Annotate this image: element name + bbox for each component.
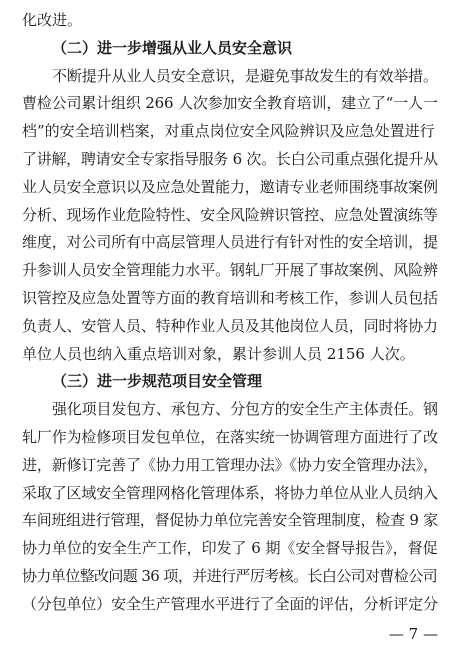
paragraph-line: 单位人员也纳入重点培训对象，累计参训人员 2156 人次。 [22, 344, 415, 363]
paragraph-line: 曹检公司累计组织 266 人次参加安全教育培训，建立了“一人一 [22, 94, 438, 113]
paragraph-line: 化改进。 [22, 11, 83, 29]
paragraph-line: 识管控及应急处置等方面的教育培训和考核工作，参训人员包括 [22, 289, 438, 307]
page-number: — 7 — [388, 625, 438, 643]
section-heading-3: （三）进一步规范项目安全管理 [52, 372, 263, 391]
paragraph-line: 进，新修订完善了《协力用工管理办法》《协力安全管理办法》， [22, 455, 438, 474]
section-heading-2: （二）进一步增强从业人员安全意识 [52, 38, 293, 57]
paragraph-line: 分析、现场作业危险特性、安全风险辨识管控、应急处置演练等 [22, 205, 438, 224]
paragraph-line: 不断提升从业人员安全意识，是避免事故发生的有效举措。 [52, 66, 438, 85]
paragraph-line: 档”的安全培训档案，对重点岗位安全风险辨识及应急处置进行 [22, 122, 435, 141]
paragraph-line: （分包单位）安全生产管理水平进行了全面的评估，分析评定分 [22, 594, 438, 613]
paragraph-line: 协力单位整改问题 36 项，并进行严厉考核。长白公司对曹检公司 [22, 567, 438, 585]
paragraph-line: 了讲解，聘请安全专家指导服务 6 次。长白公司重点强化提升从 [22, 150, 438, 168]
paragraph-line: 负责人、安管人员、特种作业人员及其他岗位人员，同时将协力 [22, 316, 438, 335]
paragraph-line: 车间班组进行管理，督促协力单位完善安全管理制度，检查 9 家 [22, 511, 438, 530]
paragraph-line: 维度，对公司所有中高层管理人员进行有针对性的安全培训，提 [22, 233, 438, 252]
paragraph-line: 协力单位的安全生产工作，印发了 6 期《安全督导报告》，督促 [22, 539, 438, 558]
paragraph-line: 采取了区域安全管理网格化管理体系，将协力单位从业人员纳入 [22, 483, 438, 502]
paragraph-line: 强化项目发包方、承包方、分包方的安全生产主体责任。钢 [52, 400, 438, 419]
paragraph-line: 轧厂作为检修项目发包单位，在落实统一协调管理方面进行了改 [22, 428, 438, 446]
paragraph-line: 升参训人员安全管理能力水平。钢轧厂开展了事故案例、风险辨 [22, 261, 438, 280]
paragraph-line: 业人员安全意识以及应急处置能力，邀请专业老师围绕事故案例 [22, 177, 438, 196]
